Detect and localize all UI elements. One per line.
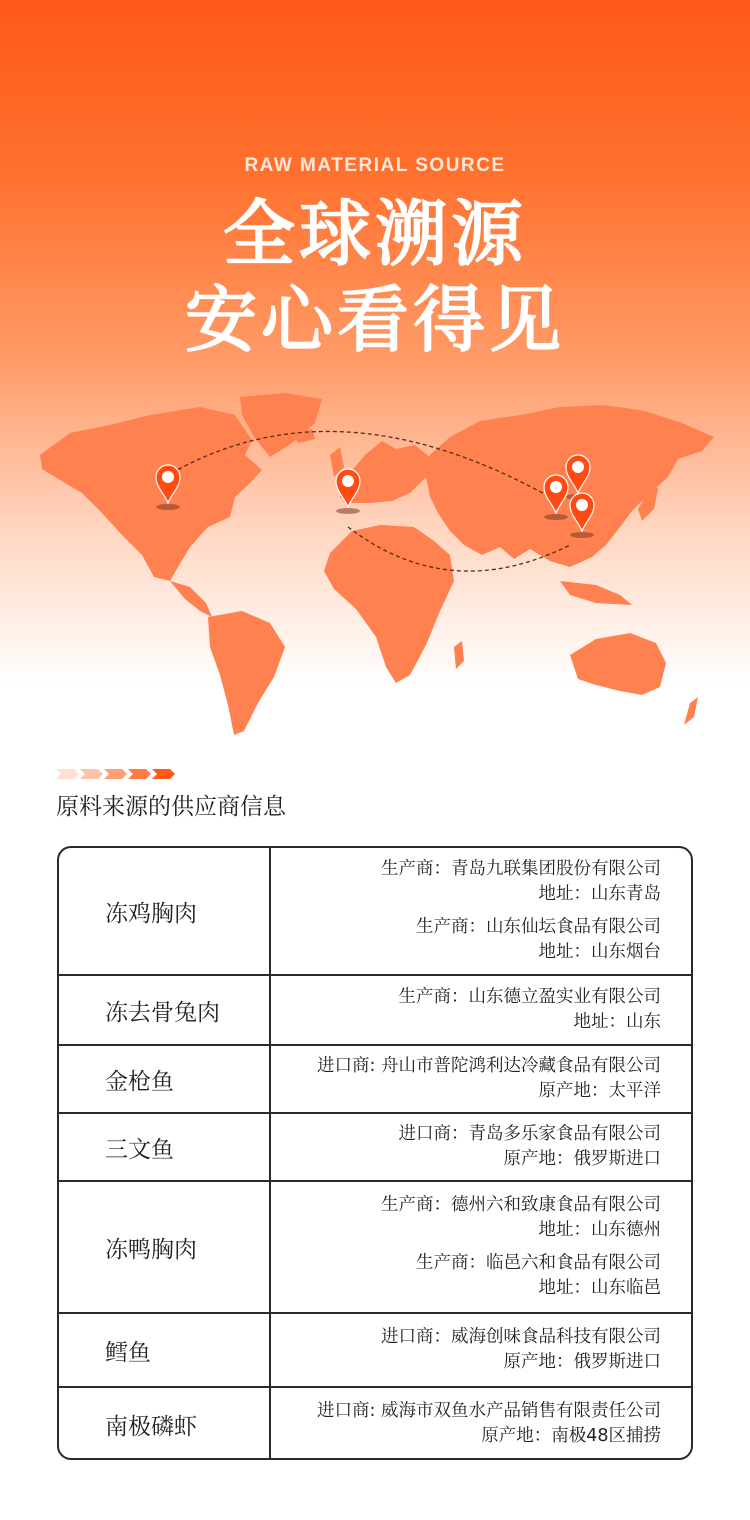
supplier-details xyxy=(271,1046,691,1112)
accent-chevron xyxy=(152,769,175,779)
accent-chevron xyxy=(104,769,127,779)
product-name: 冻去骨兔肉 xyxy=(59,976,271,1044)
hero-banner xyxy=(0,0,750,745)
supplier-table xyxy=(57,846,693,1460)
supplier-company: 进口商：威海创味食品科技有限公司 xyxy=(381,1327,661,1347)
section-title: 原料来源的供应商信息 xyxy=(56,794,286,820)
headline-line-2: 安心看得见 xyxy=(184,278,565,362)
supplier-details xyxy=(271,1114,691,1180)
supplier-company: 进口商：青岛多乐家食品有限公司 xyxy=(398,1124,661,1144)
english-subtitle: RAW MATERIAL SOURCE xyxy=(244,155,506,176)
supplier-row xyxy=(59,848,691,974)
supplier-company: 生产商：临邑六和食品有限公司 xyxy=(416,1253,661,1273)
supplier-row xyxy=(59,974,691,1044)
supplier-details xyxy=(271,976,691,1044)
supplier-row xyxy=(59,1044,691,1112)
supplier-row xyxy=(59,1312,691,1386)
location-pin-icon xyxy=(336,469,360,514)
product-name: 三文鱼 xyxy=(59,1114,271,1180)
supplier-entry xyxy=(416,1251,661,1301)
supplier-origin: 地址：山东临邑 xyxy=(538,1278,661,1298)
supplier-company: 生产商：山东仙坛食品有限公司 xyxy=(416,917,661,937)
supplier-company: 进口商: 威海市双鱼水产品销售有限责任公司 xyxy=(317,1401,661,1421)
supplier-entry xyxy=(399,1122,662,1172)
supplier-origin: 地址：山东德州 xyxy=(538,1220,661,1240)
supplier-company: 生产商：山东德立盈实业有限公司 xyxy=(398,987,661,1007)
product-name: 鳕鱼 xyxy=(59,1314,271,1386)
supplier-origin: 地址：山东烟台 xyxy=(538,942,661,962)
accent-chevron xyxy=(80,769,103,779)
supplier-entry xyxy=(317,1054,661,1104)
headline-line-1: 全球溯源 xyxy=(222,192,527,276)
supplier-details xyxy=(271,1182,691,1312)
supplier-row xyxy=(59,1112,691,1180)
section-accent-arrows xyxy=(56,768,178,780)
supplier-origin: 原产地：南极48区捕捞 xyxy=(481,1426,661,1446)
accent-chevron xyxy=(56,769,79,779)
supplier-origin: 原产地：太平洋 xyxy=(538,1081,661,1101)
supplier-entry xyxy=(399,985,662,1035)
supplier-entry xyxy=(416,915,661,965)
world-map xyxy=(30,385,720,740)
product-name: 南极磷虾 xyxy=(59,1388,271,1460)
supplier-origin: 原产地：俄罗斯进口 xyxy=(503,1149,661,1169)
accent-chevron xyxy=(128,769,151,779)
supplier-row xyxy=(59,1386,691,1460)
supplier-origin: 地址：山东青岛 xyxy=(538,884,661,904)
supplier-origin: 地址：山东 xyxy=(573,1012,661,1032)
supplier-company: 生产商：青岛九联集团股份有限公司 xyxy=(381,859,661,879)
map-landmasses xyxy=(40,393,714,735)
supplier-company: 进口商: 舟山市普陀鸿利达冷藏食品有限公司 xyxy=(317,1056,661,1076)
supplier-details xyxy=(271,848,691,974)
supplier-row xyxy=(59,1180,691,1312)
supplier-entry xyxy=(381,1193,661,1243)
supplier-origin: 原产地：俄罗斯进口 xyxy=(503,1352,661,1372)
supplier-entry xyxy=(381,1325,661,1375)
product-name: 冻鸡胸肉 xyxy=(59,848,271,974)
product-name: 金枪鱼 xyxy=(59,1046,271,1112)
supplier-entry xyxy=(381,857,661,907)
supplier-details xyxy=(271,1388,691,1460)
supplier-details xyxy=(271,1314,691,1386)
supplier-company: 生产商：德州六和致康食品有限公司 xyxy=(381,1195,661,1215)
product-name: 冻鸭胸肉 xyxy=(59,1182,271,1312)
supplier-entry xyxy=(317,1399,661,1449)
